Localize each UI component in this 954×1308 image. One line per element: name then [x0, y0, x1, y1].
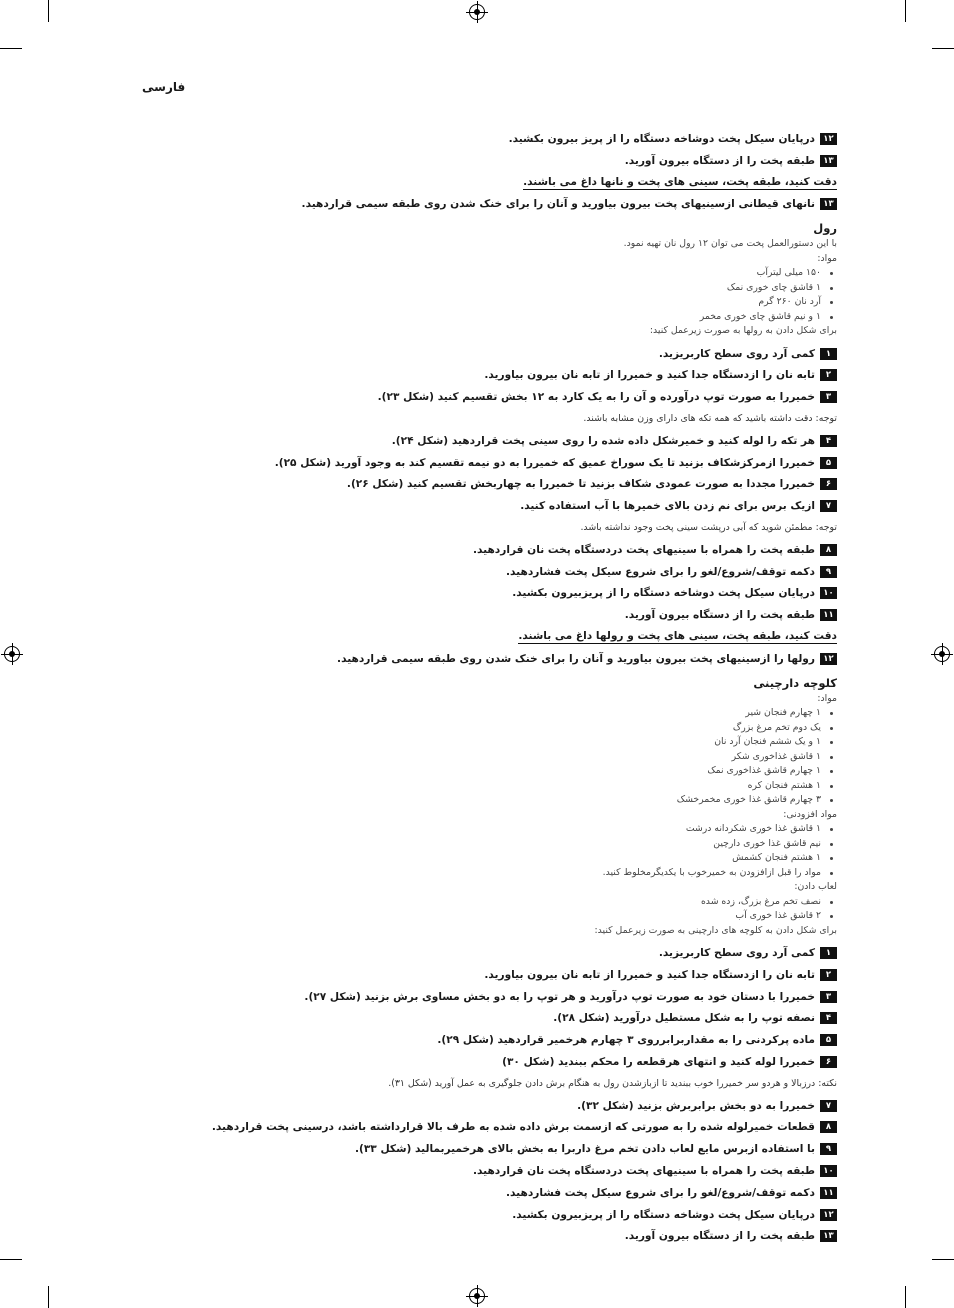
step-item [340, 1138, 837, 1160]
step-text: طبقه پخت را از دستگاه بیرون آورید. [624, 154, 815, 167]
step-item [304, 986, 837, 1008]
step-number-badge: ۴ [820, 435, 837, 447]
step-item [340, 343, 837, 365]
crop-mark-tl-v [48, 0, 49, 22]
step-item [340, 1029, 837, 1051]
koloocheh-glaze [340, 895, 837, 924]
step-text: ازیک برس برای نم زدن بالای خمیرها با آب استفاده کنید. [520, 500, 815, 513]
roll-materials-label: مواد: [817, 252, 837, 264]
step-item [340, 364, 837, 386]
step-item [337, 648, 837, 670]
step-number-badge: ۱۱ [820, 609, 837, 621]
ingredient-item: ۱ هشتم فنجان کره [340, 779, 837, 794]
ingredient-item: ۲ قاشق غذا خوری آب [340, 909, 837, 924]
roll-note-1: توجه: دقت داشته باشید که همه تکه های دارای وزن مشابه باشند. [583, 413, 837, 425]
roll-instructions-label: برای شکل دادن به رولها به صورت زیرعمل کنید: [649, 325, 837, 337]
step-item [340, 1182, 837, 1204]
step-text: خمیررا با دستان خود به صورت توپ درآورید و هر توپ را به دو بخش مساوی برش بزنید (شکل ۲۷). [304, 990, 815, 1003]
ingredient-item: مواد را قبل ازافزودن به خمیرخوب با یکدیگرمخلوط کنید. [340, 866, 837, 881]
roll-intro: با این دستورالعمل پخت می توان ۱۲ رول نان تهیه نمود. [623, 238, 837, 250]
roll-steps-b [274, 430, 837, 517]
koloocheh-materials-label: مواد: [817, 692, 837, 704]
step-text: دکمه توقف/شروع/لغو را برای شروع سیکل پخت فشاردهید. [506, 565, 815, 578]
step-item [340, 1095, 837, 1117]
step-item [340, 473, 837, 495]
ingredient-item: ۳ چهارم قاشق غذا خوری مخمرخشک [340, 793, 837, 808]
step-number-badge: ۱ [820, 947, 837, 959]
ingredient-item: ۱ قاشق غذاخوری شکر [340, 750, 837, 765]
recipe-content [211, 128, 837, 1247]
crop-mark-bl-v [48, 1286, 49, 1308]
step-number-badge: ۱۰ [820, 1165, 837, 1177]
step-number-badge: ۶ [820, 1056, 837, 1068]
roll-note-2: توجه: مطمئن شوید که آبی درپشت سینی پخت وجود نداشته باشد. [580, 522, 837, 534]
step-number-badge: ۱۲ [820, 1209, 837, 1221]
step-text: دکمه توقف/شروع/لغو را برای شروع سیکل پخت فشاردهید. [506, 1186, 815, 1199]
step-text: با استفاده ازبرس مایع لعاب دادن تخم مرغ داربرا به بخش بالای هرخمیربمالید (شکل ۳۳). [354, 1143, 815, 1156]
roll-ingredients [340, 266, 837, 324]
step-item [340, 1160, 837, 1182]
step-number-badge: ۱۲ [820, 133, 837, 145]
registration-mark-top [469, 4, 485, 20]
step-number-badge: ۱۳ [820, 198, 837, 210]
ingredient-item: یک دوم تخم مرغ بزرگ [340, 721, 837, 736]
step-text: طبقه پخت را از دستگاه بیرون آورید. [624, 1230, 815, 1243]
ingredient-item: نیم قاشق غذا خوری دارچین [340, 837, 837, 852]
roll-steps-c [340, 539, 837, 626]
step-text: رولها را ازسینیهای پخت بیرون بیاورید و آنان را برای خنک شدن روی طبقه سیمی قراردهید. [337, 652, 815, 665]
ingredient-item: ۱ قاشق غذا خوری شکردانه درشت [340, 822, 837, 837]
step-number-badge: ۳ [820, 991, 837, 1003]
step-item [340, 942, 837, 964]
step-item [340, 1008, 837, 1030]
step-number-badge: ۷ [820, 500, 837, 512]
step-number-badge: ۸ [820, 544, 837, 556]
step-text: طبقه پخت را همراه با سینیهای پخت دردستگاه پخت نان قراردهید. [472, 543, 815, 556]
step-number-badge: ۵ [820, 457, 837, 469]
step-number-badge: ۱۱ [820, 1187, 837, 1199]
step-item [340, 128, 837, 150]
ingredient-item: ۱ چهارم فنجان شیر [340, 706, 837, 721]
step-item [340, 386, 837, 408]
step-number-badge: ۹ [820, 566, 837, 578]
language-label: فارسی [142, 80, 186, 94]
step-item [340, 604, 837, 626]
step-text: هر تکه را لوله کنید و خمیرشکل داده شده را روی سینی پخت قراردهید (شکل ۲۴). [391, 434, 815, 447]
step-number-badge: ۴ [820, 1012, 837, 1024]
step-item [340, 561, 837, 583]
koloocheh-note-1: نکته: درزبالا و هردو سر خمیررا خوب ببندید تا ازبازشدن رول به هنگام برش دادن جلوگیری به عمل آورید (شکل ۳۱). [388, 1077, 837, 1089]
step-number-badge: ۱۳ [820, 1230, 837, 1242]
step-item [340, 582, 837, 604]
koloocheh-ingredients [340, 706, 837, 808]
step-item [340, 1204, 837, 1226]
koloocheh-steps-b [211, 1095, 837, 1248]
step-item [340, 150, 837, 172]
step-text: قطعات خمیرلوله شده را به صورتی که ازسمت برش داده شده به طرف بالا قرارداشته باشد، درسینی پخت قراردهید. [211, 1121, 815, 1134]
ingredient-item: نصف تخم مرغ بزرگ، زده شده [340, 895, 837, 910]
step-item [340, 430, 837, 452]
koloocheh-steps-a [304, 942, 837, 1073]
ingredient-item: آرد نان ۲۶۰ گرم [340, 295, 837, 310]
step-item [274, 452, 837, 474]
step-text: کمی آرد روی سطح کاربریزید. [658, 347, 815, 360]
step-text: درپایان سیکل پخت دوشاخه دستگاه را از پریز بیرون بکشید. [508, 132, 815, 145]
step-number-badge: ۱ [820, 348, 837, 360]
step-text: کمی آرد روی سطح کاربریزید. [658, 947, 815, 960]
step-number-badge: ۲ [820, 369, 837, 381]
ingredient-item: ۱ و یک ششم فنجان آرد نان [340, 735, 837, 750]
step-text: تابه نان را ازدستگاه جدا کنید و خمیررا از تابه نان بیرون بیاورید. [484, 369, 815, 382]
koloocheh-instructions-label: برای شکل دادن به کلوچه های دارچینی به صورت زیرعمل کنید: [594, 924, 837, 936]
step-item [340, 964, 837, 986]
intro-steps-2 [301, 193, 837, 215]
koloocheh-glaze-label: لعاب دادن: [794, 881, 837, 893]
registration-mark-left [4, 646, 20, 662]
koloocheh-title: کلوچه دارچینی [753, 675, 837, 690]
step-number-badge: ۹ [820, 1143, 837, 1155]
step-text: خمیررا ازمرکزشکاف بزنید تا یک سوراخ عمیق که خمیررا به دو نیمه تقسیم کند به وجود آورید (شکل ۲۵). [274, 456, 815, 469]
step-text: خمیررا به دو بخش برابربرش بزنید (شکل ۳۲). [577, 1099, 815, 1112]
step-number-badge: ۵ [820, 1034, 837, 1046]
step-text: ماده پرکردنی را به مقداربرابرروی ۳ چهارم هرخمیر قراردهید (شکل ۲۹). [437, 1034, 815, 1047]
step-item [211, 1117, 837, 1139]
step-number-badge: ۱۰ [820, 587, 837, 599]
step-item [340, 1226, 837, 1248]
warning-hot-rolls: دقت کنید، طبقه پخت، سینی های پخت و رولها داغ می باشند. [518, 630, 837, 643]
roll-title: رول [813, 221, 837, 236]
ingredient-item: ۱ قاشق چای خوری نمک [340, 281, 837, 296]
roll-steps-a [340, 343, 837, 408]
step-item [340, 539, 837, 561]
step-text: طبقه پخت را همراه با سینیهای پخت دردستگاه پخت نان قراردهید. [472, 1165, 815, 1177]
step-text: درپایان سیکل پخت دوشاخه دستگاه را از پریزبیرون بکشید. [512, 1208, 815, 1221]
koloocheh-additions-label: مواد افزودنی: [783, 808, 837, 820]
step-text: طبقه پخت را از دستگاه بیرون آورید. [624, 609, 815, 622]
step-item [340, 1051, 837, 1073]
step-item [301, 193, 837, 215]
roll-steps-d [337, 648, 837, 670]
step-text: خمیررا به صورت توپ درآورده و آن را به یک کارد به ۱۲ بخش تقسیم کنید (شکل ۲۳). [377, 391, 815, 404]
step-number-badge: ۱۲ [820, 653, 837, 665]
step-text: خمیررا لوله کنید و انتهای هرقطعه را محکم ببندید (شکل ۳۰) [502, 1056, 815, 1069]
step-text: درپایان سیکل پخت دوشاخه دستگاه را از پریزبیرون بکشید. [512, 587, 815, 600]
ingredient-item: ۱ چهارم قاشق غذاخوری نمک [340, 764, 837, 779]
step-number-badge: ۳ [820, 391, 837, 403]
intro-steps [340, 128, 837, 172]
warning-hot-bread: دقت کنید، طبقه پخت، سینی های پخت و نانها داغ می باشند. [523, 175, 837, 188]
ingredient-item: ۱ هشتم فنجان کشمش [340, 851, 837, 866]
crop-mark-tl-h [0, 48, 22, 49]
crop-mark-tr-v [905, 0, 906, 22]
step-number-badge: ۱۳ [820, 155, 837, 167]
step-number-badge: ۲ [820, 969, 837, 981]
step-text: تابه نان را ازدستگاه جدا کنید و خمیررا از تابه نان بیرون بیاورید. [484, 968, 815, 981]
registration-mark-bottom [469, 1288, 485, 1304]
ingredient-item: ۱۵۰ میلی لیترآب [340, 266, 837, 281]
step-text: نصفه توپ را به شکل مستطیل درآورید (شکل ۲۸). [553, 1012, 815, 1025]
step-item [340, 495, 837, 517]
crop-mark-bl-h [0, 1259, 22, 1260]
crop-mark-tr-h [932, 48, 954, 49]
ingredient-item: ۱ و نیم قاشق چای خوری مخمر [340, 310, 837, 325]
step-number-badge: ۶ [820, 478, 837, 490]
koloocheh-additions [340, 822, 837, 880]
registration-mark-right [934, 646, 950, 662]
step-text: نانهای قیطانی ازسینیهای پخت بیرون بیاورید و آنان را برای خنک شدن روی طبقه سیمی قراردهید. [301, 198, 815, 211]
step-number-badge: ۷ [820, 1100, 837, 1112]
step-text: خمیررا مجددا به صورت عمودی شکاف بزنید تا خمیررا به چهاربخش تقسیم کنید (شکل ۲۶). [346, 478, 815, 491]
step-number-badge: ۸ [820, 1121, 837, 1133]
crop-mark-br-v [905, 1286, 906, 1308]
crop-mark-br-h [932, 1259, 954, 1260]
